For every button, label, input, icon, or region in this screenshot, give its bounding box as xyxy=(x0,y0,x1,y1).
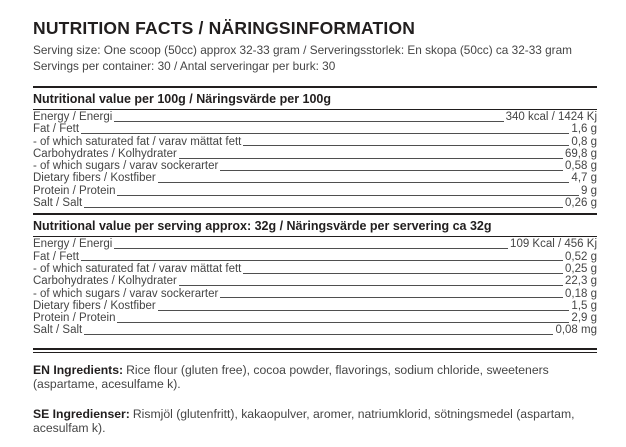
nutrient-label: - of which saturated fat / varav mättat fett xyxy=(33,262,242,275)
leader-line xyxy=(114,121,503,122)
nutrient-value: 1,5 g xyxy=(571,299,597,312)
leader-line xyxy=(81,260,563,261)
label-title: NUTRITION FACTS / NÄRINGSINFORMATION xyxy=(33,18,416,38)
leader-line xyxy=(220,297,563,298)
nutrient-value: 9 g xyxy=(581,184,597,197)
ingredients-en xyxy=(33,363,597,392)
leader-line xyxy=(81,133,569,134)
nutrition-row xyxy=(33,160,597,172)
nutrition-label xyxy=(33,0,597,436)
nutrition-row xyxy=(33,197,597,209)
leader-line xyxy=(243,273,563,274)
ingredients-se-text: Rismjöl (glutenfritt), kakaopulver, aromer, natriumklorid, sötningsmedel (aspartam, acesulfam k). xyxy=(33,406,575,436)
nutrition-row xyxy=(33,172,597,184)
nutrient-label: Dietary fibers / Kostfiber xyxy=(33,172,156,185)
nutrition-row xyxy=(33,238,597,250)
nutrient-value: 69,8 g xyxy=(565,147,597,160)
nutrition-table-per-serving xyxy=(33,237,597,337)
nutrient-label: Protein / Protein xyxy=(33,184,116,197)
nutrient-value: 1,6 g xyxy=(571,123,597,136)
nutrient-value: 0,18 g xyxy=(565,287,597,300)
nutrition-row xyxy=(33,123,597,135)
serving-size-line: Serving size: One scoop (50cc) approx 32-33 gram / Serveringsstorlek: En skopa (50cc) ca 32-33 gram xyxy=(33,43,572,57)
nutrient-label: Carbohydrates / Kolhydrater xyxy=(33,275,177,288)
nutrient-label: Energy / Energi xyxy=(33,111,113,123)
nutrient-label: Dietary fibers / Kostfiber xyxy=(33,299,156,312)
divider-double-bottom xyxy=(33,348,597,353)
nutrition-row xyxy=(33,148,597,160)
leader-line xyxy=(243,145,569,146)
nutrient-value: 4,7 g xyxy=(571,172,597,185)
leader-line xyxy=(117,195,579,196)
nutrient-label: Energy / Energi xyxy=(33,238,113,251)
nutrient-label: Salt / Salt xyxy=(33,197,83,210)
leader-line xyxy=(117,322,569,323)
nutrient-value: 0,08 mg xyxy=(555,324,597,337)
nutrient-value: 2,9 g xyxy=(571,312,597,325)
nutrient-label: Salt / Salt xyxy=(33,324,83,337)
nutrient-label: - of which saturated fat / varav mättat fett xyxy=(33,135,242,148)
nutrition-row xyxy=(33,263,597,275)
nutrition-row xyxy=(33,275,597,287)
ingredients-en-lead: EN Ingredients: xyxy=(33,362,124,377)
nutrient-value: 0,8 g xyxy=(571,135,597,148)
nutrition-row xyxy=(33,251,597,263)
leader-line xyxy=(158,310,570,311)
nutrient-value: 0,25 g xyxy=(565,262,597,275)
nutrition-table-per-100g xyxy=(33,110,597,210)
servings-per-container-line: Servings per container: 30 / Antal serveringar per burk: 30 xyxy=(33,59,336,73)
leader-line xyxy=(114,248,508,249)
nutrient-label: Fat / Fett xyxy=(33,250,80,263)
leader-line xyxy=(220,170,563,171)
nutrient-label: - of which sugars / varav sockerarter xyxy=(33,160,219,173)
section-header-per-100g: Nutritional value per 100g / Näringsvärde per 100g xyxy=(33,91,332,106)
ingredients-en-text: Rice flour (gluten free), cocoa powder, flavorings, sodium chloride, sweeteners (aspartame, acesulfame k). xyxy=(33,362,549,392)
ingredients-se-lead: SE Ingredienser: xyxy=(33,406,130,421)
nutrition-row xyxy=(33,324,597,336)
nutrient-value: 340 kcal / 1424 Kj xyxy=(505,111,597,123)
nutrient-label: Fat / Fett xyxy=(33,123,80,136)
ingredients-se xyxy=(33,407,597,436)
nutrient-label: - of which sugars / varav sockerarter xyxy=(33,287,219,300)
nutrient-value: 22,3 g xyxy=(565,275,597,288)
leader-line xyxy=(158,182,570,183)
leader-line xyxy=(84,207,563,208)
nutrition-row xyxy=(33,288,597,300)
nutrient-label: Protein / Protein xyxy=(33,312,116,325)
nutrition-row xyxy=(33,300,597,312)
nutrition-row xyxy=(33,136,597,148)
nutrient-value: 0,58 g xyxy=(565,160,597,173)
nutrient-label: Carbohydrates / Kolhydrater xyxy=(33,147,177,160)
nutrition-row xyxy=(33,111,597,123)
leader-line xyxy=(84,334,553,335)
nutrient-value: 0,52 g xyxy=(565,250,597,263)
nutrition-row xyxy=(33,185,597,197)
nutrient-value: 0,26 g xyxy=(565,197,597,210)
nutrient-value: 109 Kcal / 456 Kj xyxy=(510,238,597,251)
leader-line xyxy=(179,158,563,159)
nutrition-row xyxy=(33,312,597,324)
leader-line xyxy=(179,285,563,286)
section-header-per-serving: Nutritional value per serving approx: 32g / Näringsvärde per servering ca 32g xyxy=(33,218,492,233)
